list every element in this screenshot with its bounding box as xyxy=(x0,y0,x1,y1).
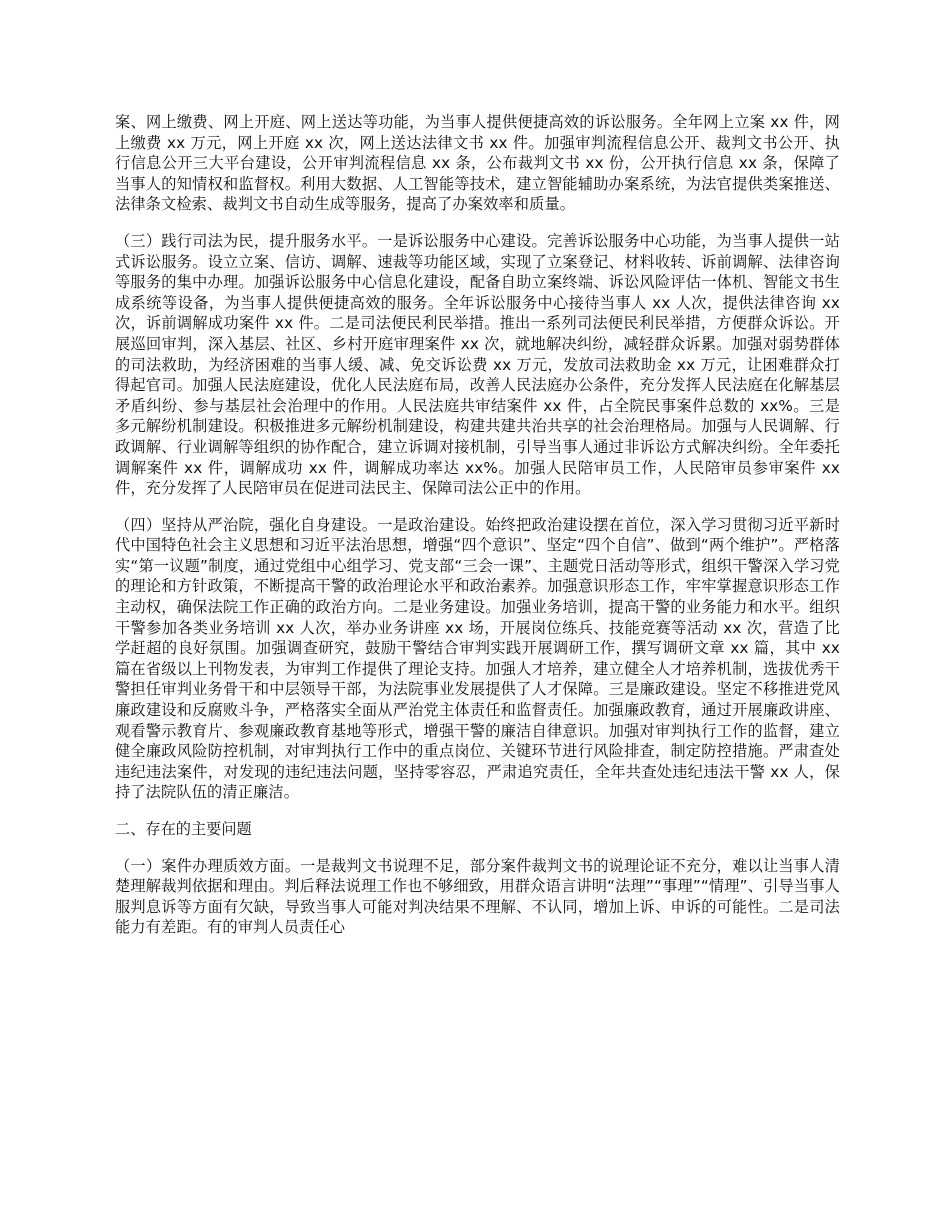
paragraph-online-services: 案、网上缴费、网上开庭、网上送达等功能，为当事人提供便捷高效的诉讼服务。全年网上立案 xx 件，网上缴费 xx 万元，网上开庭 xx 次，网上送达法律文书 xx 件。加强审判流程信息公开、裁判文书公开、执行信息公开三大平台建设，公开审判流程信息 xx 条，公布裁判文书 xx 份，公开执行信息 xx 条，保障了当事人的知情权和监督权。利用大数据、人工智能等技术，建立智能辅助办案系统，为法官提供类案推送、法律条文检索、裁判文书自动生成等服务，提高了办案效率和质量。 xyxy=(115,113,840,214)
paragraph-judicial-service: （三）践行司法为民，提升服务水平。一是诉讼服务中心建设。完善诉讼服务中心功能，为当事人提供一站式诉讼服务。设立立案、信访、调解、速裁等功能区域，实现了立案登记、材料收转、诉前调解、法律咨询等服务的集中办理。加强诉讼服务中心信息化建设，配备自助立案终端、诉讼风险评估一体机、智能文书生成系统等设备，为当事人提供便捷高效的服务。全年诉讼服务中心接待当事人 xx 人次，提供法律咨询 xx 次，诉前调解成功案件 xx 件。二是司法便民利民举措。推出一系列司法便民利民举措，方便群众诉讼。开展巡回审判，深入基层、社区、乡村开庭审理案件 xx 次，就地解决纠纷，减轻群众诉累。加强对弱势群体的司法救助，为经济困难的当事人缓、减、免交诉讼费 xx 万元，发放司法救助金 xx 万元，让困难群众打得起官司。加强人民法庭建设，优化人民法庭布局，改善人民法庭办公条件，充分发挥人民法庭在化解基层矛盾纠纷、参与基层社会治理中的作用。人民法庭共审结案件 xx 件，占全院民事案件总数的 xx%。三是多元解纷机制建设。积极推进多元解纷机制建设，构建共建共治共享的社会治理格局。加强与人民调解、行政调解、行业调解等组织的协作配合，建立诉调对接机制，引导当事人通过非诉讼方式解决纠纷。全年委托调解案件 xx 件，调解成功 xx 件，调解成功率达 xx%。加强人民陪审员工作，人民陪审员参审案件 xx 件，充分发挥了人民陪审员在促进司法民主、保障司法公正中的作用。 xyxy=(115,231,840,498)
document-page xyxy=(115,112,840,954)
paragraph-self-building: （四）坚持从严治院，强化自身建设。一是政治建设。始终把政治建设摆在首位，深入学习贯彻习近平新时代中国特色社会主义思想和习近平法治思想，增强“四个意识”、坚定“四个自信”、做到“两个维护”。严格落实“第一议题”制度，通过党组中心组学习、党支部“三会一课”、主题党日活动等形式，组织干警深入学习党的理论和方针政策，不断提高干警的政治理论水平和政治素养。加强意识形态工作，牢牢掌握意识形态工作主动权，确保法院工作正确的政治方向。二是业务建设。加强业务培训，提高干警的业务能力和水平。组织干警参加各类业务培训 xx 人次，举办业务讲座 xx 场，开展岗位练兵、技能竞赛等活动 xx 次，营造了比学赶超的良好氛围。加强调查研究，鼓励干警结合审判实践开展调研工作，撰写调研文章 xx 篇，其中 xx 篇在省级以上刊物发表，为审判工作提供了理论支持。加强人才培养，建立健全人才培养机制，选拔优秀干警担任审判业务骨干和中层领导干部，为法院事业发展提供了人才保障。三是廉政建设。坚定不移推进党风廉政建设和反腐败斗争，严格落实全面从严治党主体责任和监督责任。加强廉政教育，通过开展廉政讲座、观看警示教育片、参观廉政教育基地等形式，增强干警的廉洁自律意识。加强对审判执行工作的监督，建立健全廉政风险防控机制，对审判执行工作中的重点岗位、关键环节进行风险排查，制定防控措施。严肃查处违纪违法案件，对发现的违纪违法问题，坚持零容忍，严肃追究责任，全年共查处违纪违法干警 xx 人，保持了法院队伍的清正廉洁。 xyxy=(115,515,840,802)
paragraph-case-quality: （一）案件办理质效方面。一是裁判文书说理不足，部分案件裁判文书的说理论证不充分，难以让当事人清楚理解裁判依据和理由。判后释法说理工作也不够细致，用群众语言讲明“法理”“事理”“情理”、引导当事人服判息诉等方面有欠缺，导致当事人可能对判决结果不理解、不认同，增加上诉、申诉的可能性。二是司法能力有差距。有的审判人员责任心 xyxy=(115,856,840,937)
section-heading-main-problems: 二、存在的主要问题 xyxy=(115,820,252,838)
